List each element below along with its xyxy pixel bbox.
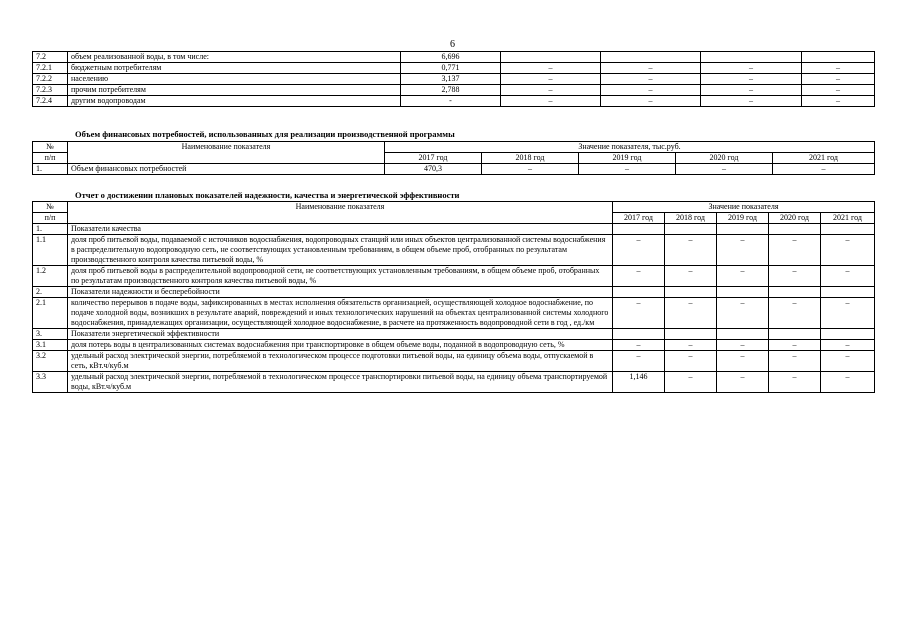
water-sales-table xyxy=(32,51,875,107)
row-value: – xyxy=(701,96,802,107)
row-number: 2.1 xyxy=(33,298,68,329)
row-value: – xyxy=(613,340,665,351)
row-label: бюджетным потребителям xyxy=(68,63,401,74)
row-label: доля проб питьевой воды в распределительной водопроводной сети, не соответствующих установленным требованиям, в общем объеме проб, отобранных по результатам производственного контроля качества питьевой воды, % xyxy=(68,266,613,287)
empty-cell xyxy=(821,329,875,340)
finance-head-num: № xyxy=(33,142,68,153)
row-value: – xyxy=(665,298,717,329)
empty-cell xyxy=(769,329,821,340)
row-label: Объем финансовых потребностей xyxy=(68,164,385,175)
row-value: 3,137 xyxy=(401,74,501,85)
row-value: – xyxy=(717,298,769,329)
row-value: – xyxy=(665,372,717,393)
row-value xyxy=(802,52,875,63)
finance-year: 2020 год xyxy=(676,153,773,164)
row-value: – xyxy=(769,298,821,329)
table-row xyxy=(33,52,875,63)
row-value: – xyxy=(665,235,717,266)
report-year: 2018 год xyxy=(665,213,717,224)
row-value: – xyxy=(613,266,665,287)
table-row xyxy=(33,298,875,329)
row-value: – xyxy=(821,266,875,287)
finance-head-num-2: п/п xyxy=(33,153,68,164)
row-number: 1. xyxy=(33,224,68,235)
row-value: – xyxy=(769,266,821,287)
row-value: – xyxy=(613,235,665,266)
row-value: – xyxy=(769,235,821,266)
table-row xyxy=(33,372,875,393)
row-label: прочим потребителям xyxy=(68,85,401,96)
row-value: – xyxy=(769,351,821,372)
row-value: – xyxy=(665,351,717,372)
report-year: 2019 год xyxy=(717,213,769,224)
table-row xyxy=(33,74,875,85)
row-value: - xyxy=(401,96,501,107)
row-number: 3. xyxy=(33,329,68,340)
finance-section-title: Объем финансовых потребностей, использованных для реализации производственной программы xyxy=(75,129,455,139)
row-value xyxy=(501,52,601,63)
finance-year: 2021 год xyxy=(773,153,875,164)
row-value: – xyxy=(501,63,601,74)
table-row xyxy=(33,235,875,266)
row-value: – xyxy=(717,340,769,351)
report-head-num: № xyxy=(33,202,68,213)
report-head-value: Значение показателя xyxy=(613,202,875,213)
report-head-num-2: п/п xyxy=(33,213,68,224)
row-label: населению xyxy=(68,74,401,85)
row-label: удельный расход электрической энергии, потребляемой в технологическом процессе транспортировки питьевой воды, на единицу объема транспортируемой воды, кВт.ч/куб.м xyxy=(68,372,613,393)
row-value xyxy=(701,52,802,63)
row-value: – xyxy=(701,74,802,85)
empty-cell xyxy=(769,287,821,298)
row-value: – xyxy=(601,63,701,74)
finance-year: 2019 год xyxy=(579,153,676,164)
report-head-name: Наименование показателя xyxy=(68,202,613,224)
report-table xyxy=(32,201,875,393)
row-value: – xyxy=(717,351,769,372)
row-value: – xyxy=(501,96,601,107)
row-label: Показатели энергетической эффективности xyxy=(68,329,613,340)
row-value: – xyxy=(665,340,717,351)
report-year: 2017 год xyxy=(613,213,665,224)
empty-cell xyxy=(769,224,821,235)
empty-cell xyxy=(613,329,665,340)
finance-head-value: Значение показателя, тыс.руб. xyxy=(385,142,875,153)
row-label: доля потерь воды в централизованных системах водоснабжения при транспортировке в общем объеме воды, поданной в водопроводную сеть, % xyxy=(68,340,613,351)
report-section-title: Отчет о достижении плановых показателей надежности, качества и энергетической эффективности xyxy=(75,190,460,200)
row-label: количество перерывов в подаче воды, зафиксированных в местах исполнения обязательств организацией, осуществляющей холодное водоснабжение, по подаче холодной воды, возникших в результате аварий, повреждений и иных технологических нарушений на объектах централизованной системы холодного водоснабжения, принадлежащих организации, осуществляющей холодное водоснабжение, в расчете на протяженность водопроводной сети в год , ед./км xyxy=(68,298,613,329)
row-number: 7.2.3 xyxy=(33,85,68,96)
row-value: – xyxy=(501,74,601,85)
row-value: – xyxy=(821,340,875,351)
row-value: 0,771 xyxy=(401,63,501,74)
row-value: – xyxy=(821,372,875,393)
table-row xyxy=(33,63,875,74)
empty-cell xyxy=(613,224,665,235)
row-value: – xyxy=(821,351,875,372)
row-value: – xyxy=(821,298,875,329)
section-row xyxy=(33,287,875,298)
row-value: – xyxy=(665,266,717,287)
section-row xyxy=(33,224,875,235)
row-number: 1.1 xyxy=(33,235,68,266)
empty-cell xyxy=(717,224,769,235)
row-value: 6,696 xyxy=(401,52,501,63)
row-value: – xyxy=(613,298,665,329)
row-label: доля проб питьевой воды, подаваемой с источников водоснабжения, водопроводных станций или иных объектов централизованной системы водоснабжения в распределительную водопроводную сеть, не соответствующих установленным требованиям, в общем объеме проб, отобранных по результатам производственного контроля качества питьевой воды, % xyxy=(68,235,613,266)
row-label: Показатели надежности и бесперебойности xyxy=(68,287,613,298)
row-value: – xyxy=(802,74,875,85)
row-number: 7.2.4 xyxy=(33,96,68,107)
row-label: удельный расход электрической энергии, потребляемой в технологическом процессе подготовки питьевой воды, на единицу объема воды, отпускаемой в сеть, кВт.ч/куб.м xyxy=(68,351,613,372)
row-value: – xyxy=(601,85,701,96)
row-number: 3.2 xyxy=(33,351,68,372)
row-value: – xyxy=(676,164,773,175)
row-value: – xyxy=(717,266,769,287)
row-number: 7.2.1 xyxy=(33,63,68,74)
table-row xyxy=(33,340,875,351)
row-label: Показатели качества xyxy=(68,224,613,235)
row-number: 3.1 xyxy=(33,340,68,351)
row-value: – xyxy=(717,372,769,393)
finance-table xyxy=(32,141,875,175)
row-value: – xyxy=(769,372,821,393)
row-number: 3.3 xyxy=(33,372,68,393)
row-value: – xyxy=(802,96,875,107)
report-year: 2021 год xyxy=(821,213,875,224)
table-row xyxy=(33,266,875,287)
row-number: 2. xyxy=(33,287,68,298)
row-value: 1,146 xyxy=(613,372,665,393)
row-value: – xyxy=(821,235,875,266)
row-value: – xyxy=(501,85,601,96)
finance-head-name: Наименование показателя xyxy=(68,142,385,164)
row-number: 1.2 xyxy=(33,266,68,287)
row-value: – xyxy=(601,74,701,85)
empty-cell xyxy=(717,287,769,298)
row-value: – xyxy=(601,96,701,107)
row-label: другим водопроводам xyxy=(68,96,401,107)
row-value: – xyxy=(802,63,875,74)
empty-cell xyxy=(717,329,769,340)
finance-year: 2018 год xyxy=(482,153,579,164)
table-row xyxy=(33,164,875,175)
row-value: – xyxy=(701,63,802,74)
row-value: – xyxy=(579,164,676,175)
section-row xyxy=(33,329,875,340)
row-label: объем реализованной воды, в том числе: xyxy=(68,52,401,63)
row-value: – xyxy=(701,85,802,96)
table-row xyxy=(33,96,875,107)
table-row xyxy=(33,85,875,96)
empty-cell xyxy=(821,224,875,235)
row-value: – xyxy=(482,164,579,175)
row-value: – xyxy=(773,164,875,175)
row-value xyxy=(601,52,701,63)
empty-cell xyxy=(665,287,717,298)
page-number: 6 xyxy=(450,39,455,50)
row-value: 470,3 xyxy=(385,164,482,175)
row-value: – xyxy=(769,340,821,351)
empty-cell xyxy=(821,287,875,298)
empty-cell xyxy=(665,329,717,340)
empty-cell xyxy=(613,287,665,298)
finance-year: 2017 год xyxy=(385,153,482,164)
row-value: – xyxy=(613,351,665,372)
row-value: – xyxy=(717,235,769,266)
row-value: – xyxy=(802,85,875,96)
empty-cell xyxy=(665,224,717,235)
report-year: 2020 год xyxy=(769,213,821,224)
row-number: 7.2.2 xyxy=(33,74,68,85)
row-number: 1. xyxy=(33,164,68,175)
table-row xyxy=(33,351,875,372)
row-value: 2,788 xyxy=(401,85,501,96)
row-number: 7.2 xyxy=(33,52,68,63)
